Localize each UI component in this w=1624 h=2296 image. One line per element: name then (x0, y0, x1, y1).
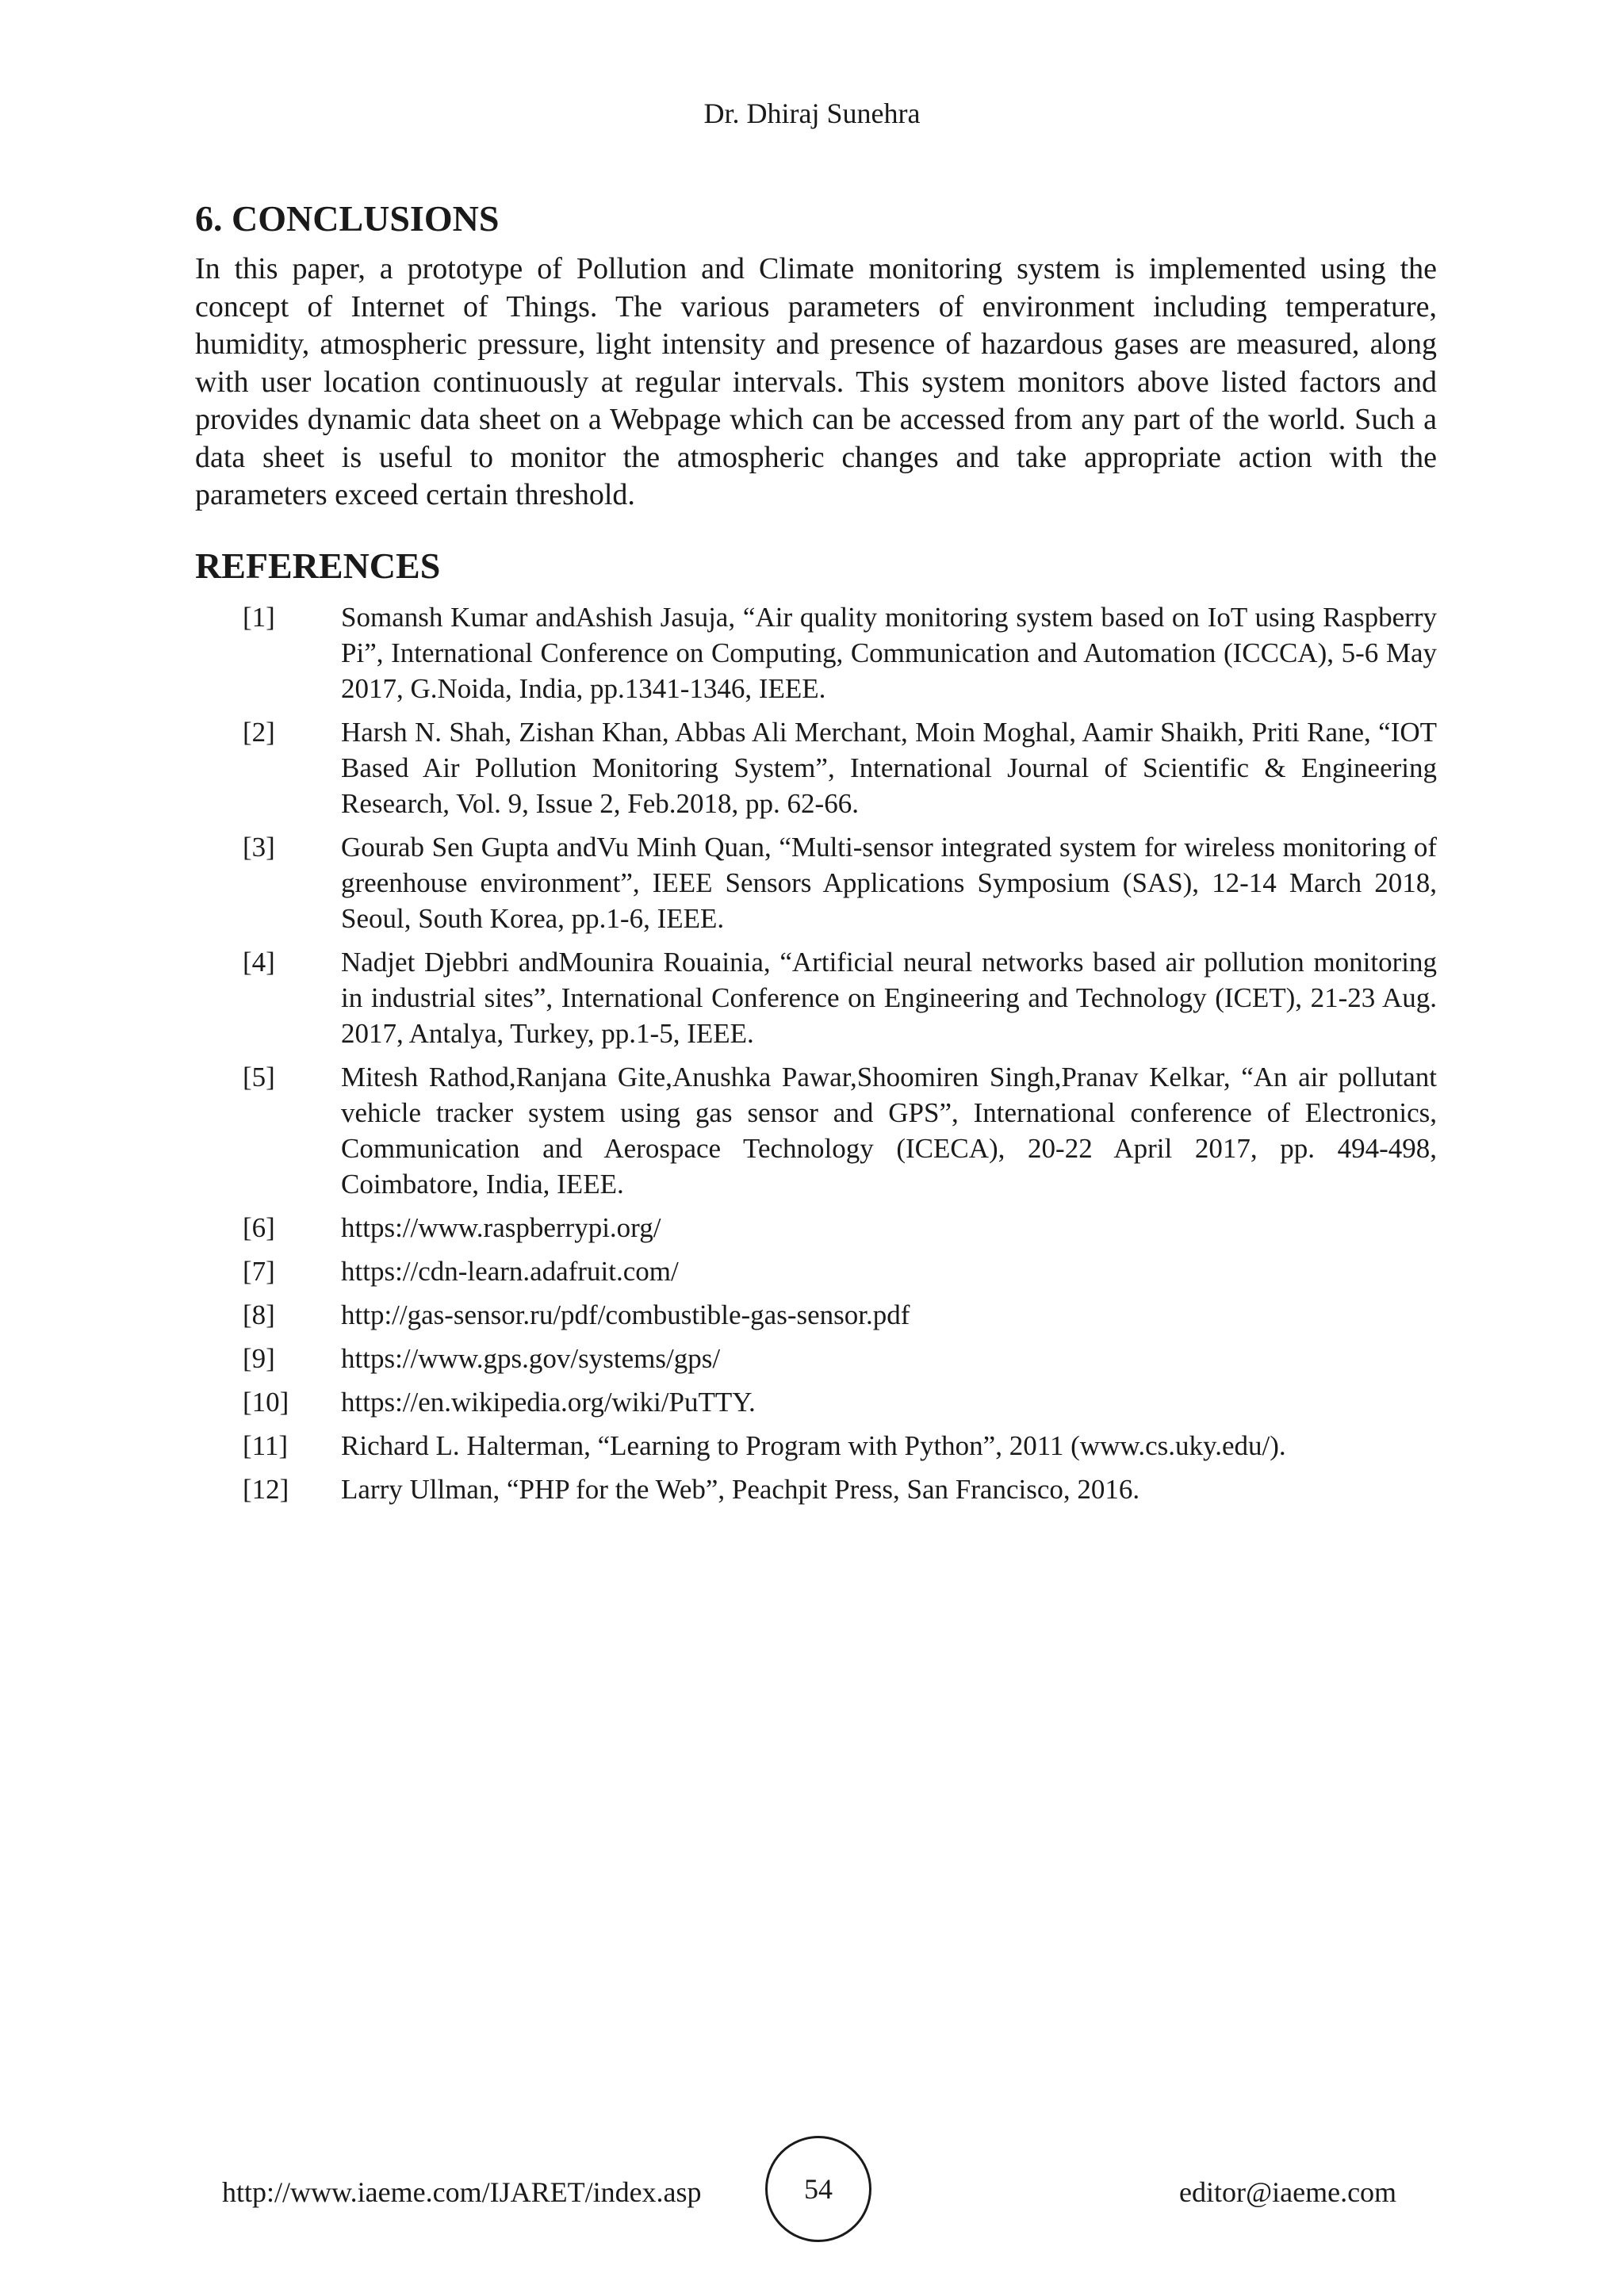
reference-item (243, 1210, 1437, 1246)
reference-number: [11] (243, 1430, 289, 1461)
reference-text: Harsh N. Shah, Zishan Khan, Abbas Ali Merchant, Moin Moghal, Aamir Shaikh, Priti Rane, “IOT Based Air Pollution Monitoring System”, International Journal of Scientific & Engineering Research, Vol. 9, Issue 2, Feb.2018, pp. 62-66. (341, 717, 1437, 819)
reference-number: [6] (243, 1212, 275, 1243)
reference-text: Larry Ullman, “PHP for the Web”, Peachpit Press, San Francisco, 2016. (341, 1474, 1140, 1505)
reference-item (243, 1384, 1437, 1420)
reference-number: [8] (243, 1299, 275, 1330)
footer-journal-url[interactable]: http://www.iaeme.com/IJARET/index.asp (222, 2176, 702, 2208)
conclusions-paragraph: In this paper, a prototype of Pollution and Climate monitoring system is implemented using the concept of Internet of Things. The various parameters of environment including temperature, humidity, atmospheric pressure, light intensity and presence of hazardous gases are measured, along with user location continuously at regular intervals. This system monitors above listed factors and provides dynamic data sheet on a Webpage which can be accessed from any part of the world. Such a data sheet is useful to monitor the atmospheric changes and take appropriate action with the parameters exceed certain threshold. (195, 252, 1437, 511)
reference-number: [12] (243, 1474, 289, 1505)
reference-item (243, 1428, 1437, 1464)
reference-text: Gourab Sen Gupta andVu Minh Quan, “Multi-sensor integrated system for wireless monitoring of greenhouse environment”, IEEE Sensors Applications Symposium (SAS), 12-14 March 2018, Seoul, South Korea, pp.1-6, IEEE. (341, 832, 1437, 934)
reference-text: Mitesh Rathod,Ranjana Gite,Anushka Pawar,Shoomiren Singh,Pranav Kelkar, “An air pollutant vehicle tracker system using gas sensor and GPS”, International conference of Electronics, Communication and Aerospace Technology (ICECA), 20-22 April 2017, pp. 494-498, Coimbatore, India, IEEE. (341, 1062, 1437, 1200)
reference-link[interactable]: https://en.wikipedia.org/wiki/PuTTY. (341, 1387, 756, 1418)
reference-item (243, 1253, 1437, 1289)
page-number-badge (765, 2136, 871, 2242)
reference-item (243, 1341, 1437, 1376)
page-number: 54 (804, 2173, 833, 2205)
reference-link[interactable]: https://cdn-learn.adafruit.com/ (341, 1256, 679, 1287)
reference-list (243, 599, 1437, 1515)
reference-item (243, 829, 1437, 936)
reference-text: Somansh Kumar andAshish Jasuja, “Air quality monitoring system based on IoT using Raspberry Pi”, International Conference on Computing, Communication and Automation (ICCCA), 5-6 May 2017, G.Noida, India, pp.1341-1346, IEEE. (341, 602, 1437, 704)
references-heading: REFERENCES (195, 545, 441, 586)
reference-number: [3] (243, 832, 275, 863)
reference-number: [4] (243, 947, 275, 978)
reference-number: [9] (243, 1343, 275, 1374)
reference-number: [2] (243, 717, 275, 748)
reference-item (243, 1059, 1437, 1202)
running-header-author: Dr. Dhiraj Sunehra (703, 98, 921, 129)
reference-link[interactable]: http://gas-sensor.ru/pdf/combustible-gas-sensor.pdf (341, 1299, 910, 1330)
reference-number: [10] (243, 1387, 289, 1418)
footer-email[interactable]: editor@iaeme.com (1179, 2176, 1397, 2208)
reference-item (243, 714, 1437, 821)
reference-link[interactable]: https://www.gps.gov/systems/gps/ (341, 1343, 721, 1374)
reference-item (243, 944, 1437, 1051)
conclusions-heading: 6. CONCLUSIONS (195, 198, 500, 239)
reference-item (243, 1297, 1437, 1333)
reference-item (243, 599, 1437, 706)
reference-number: [1] (243, 602, 275, 633)
reference-item (243, 1471, 1437, 1507)
reference-number: [7] (243, 1256, 275, 1287)
reference-text: Nadjet Djebbri andMounira Rouainia, “Artificial neural networks based air pollution monitoring in industrial sites”, International Conference on Engineering and Technology (ICET), 21-23 Aug. 2017, Antalya, Turkey, pp.1-5, IEEE. (341, 947, 1437, 1049)
reference-link[interactable]: https://www.raspberrypi.org/ (341, 1212, 661, 1243)
reference-text: Richard L. Halterman, “Learning to Program with Python”, 2011 (www.cs.uky.edu/). (341, 1430, 1286, 1461)
reference-number: [5] (243, 1062, 275, 1093)
